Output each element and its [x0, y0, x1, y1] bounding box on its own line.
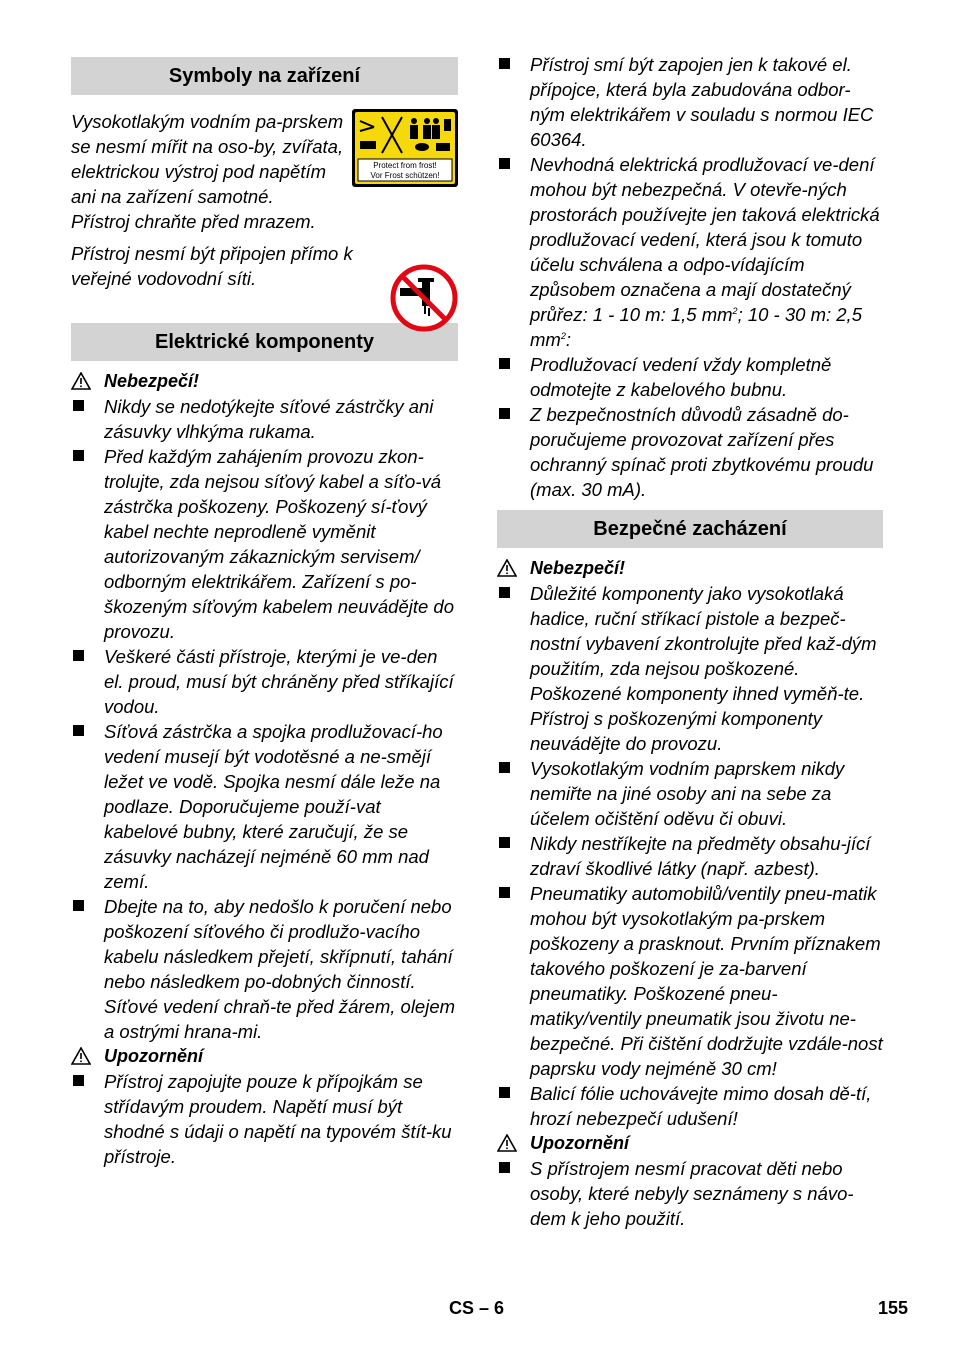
list-item: Veškeré části přístroje, kterými je ve-den el. proud, musí být chráněny před stříkající vodou.: [71, 644, 458, 719]
list-item: Vysokotlakým vodním paprskem nikdy nemiřte na jiné osoby ani na sebe za účelem očištění oděvu či obuvi.: [497, 756, 883, 831]
list-item: Prodlužovací vedení vždy kompletně odmotejte z kabelového bubnu.: [497, 352, 883, 402]
left-column: [71, 57, 458, 1169]
caution-label: Upozornění: [104, 1046, 203, 1066]
list-item: Pneumatiky automobilů/ventily pneu-matik mohou být vysokotlakým pa-prskem poškozeny a prasknout. Prvním příznakem takového poškození je za-barvení pneumatiky. Poškozené pneu-matiky/ventily pneumatik jsou životu ne-bezpečné. Při čištění dodržujte vzdále-nost paprsku vody nejméně 30 cm!: [497, 881, 883, 1081]
list-item: Nikdy nestříkejte na předměty obsahu-jící zdraví škodlivé látky (např. azbest).: [497, 831, 883, 881]
list-item: S přístrojem nesmí pracovat děti nebo osoby, které nebyly seznámeny s návo-dem k jeho použití.: [497, 1156, 883, 1231]
list-item: Nevhodná elektrická prodlužovací ve-dení mohou být nebezpečná. V otevře-ných prostorách používejte jen taková elektrická prodlužovací vedení, která jsou k tomuto účelu schválena a odpo-vídajícím způsobem označena a mají dostatečný průřez: 1 - 10 m: 1,5 $mm^2$; 10 - 30 m: 2,5 $mm^2$:: [497, 152, 883, 352]
symbols-paragraph-3: Přístroj nesmí být připojen přímo k veřejné vodovodní síti.: [71, 243, 353, 289]
high-pressure-warning-sign-icon: [352, 109, 458, 187]
right-column: [497, 52, 883, 1231]
list-item: Přístroj smí být zapojen jen k takové el. přípojce, která byla zabudována odbor-ným elektrikářem v souladu s normou IEC 60364.: [497, 52, 883, 152]
list-item: Dbejte na to, aby nedošlo k poručení nebo poškození síťového či prodlužo-vacího kabelu následkem přejetí, skřípnutí, tahání nebo následkem po-dobných činností. Síťové vedení chraň-te před žárem, olejem a ostrými hrana-mi.: [71, 894, 458, 1044]
caution-warning: [71, 1044, 458, 1069]
heading-symbols: Symboly na zařízení: [71, 57, 458, 95]
no-direct-water-connection-icon: [390, 264, 458, 332]
list-item: Balicí fólie uchovávejte mimo dosah dě-tí, hrozí nebezpečí udušení!: [497, 1081, 883, 1131]
warning-triangle-icon: [71, 372, 91, 390]
list-item: Před každým zahájením provozu zkon-trolujte, zda nejsou síťový kabel a síťo-vá zástrčka poškozeny. Poškozený sí-ťový kabel nechte neprodleně vyměnit autorizovaným zákaznickým servisem/ odborným elektrikářem. Zařízení s po-škozeným síťovým kabelem neuvádějte do provozu.: [71, 444, 458, 644]
sign-text-line1: Protect from frost!: [373, 161, 437, 170]
footer-section-label: CS – 6: [449, 1298, 505, 1318]
footer-page-number: 155: [878, 1298, 909, 1318]
symbols-paragraph-1: Vysokotlakým vodním pa-prskem se nesmí mířit na oso-by, zvířata, elektrickou výstroj pod napětím ani na zařízení samotné.: [71, 111, 344, 207]
danger-label: Nebezpečí!: [530, 558, 626, 578]
heading-electric: Elektrické komponenty: [71, 323, 458, 361]
list-item: Důležité komponenty jako vysokotlaká hadice, ruční stříkací pistole a bezpeč-nostní vybavení zkontrolujte před kaž-dým použitím, zda nejsou poškozené. Poškozené komponenty ihned vyměň-te. Přístroj s poškozenými komponenty neuvádějte do provozu.: [497, 581, 883, 756]
list-item: Síťová zástrčka a spojka prodlužovací-ho vedení musejí být vodotěsné a ne-smějí ležet ve vodě. Spojka nesmí dále leže na podlaze. Doporučujeme použí-vat kabelové bubny, které zaručují, že se zásuvky nacházejí nejméně 60 mm nad zemí.: [71, 719, 458, 894]
danger-label: Nebezpečí!: [104, 371, 200, 391]
warning-triangle-icon: [71, 1047, 91, 1065]
list-item: Z bezpečnostních důvodů zásadně do-poručujeme provozovat zařízení přes ochranný spínač proti zbytkovému proudu (max. 30 mA).: [497, 402, 883, 502]
list-item: Nikdy se nedotýkejte síťové zástrčky ani zásuvky vlhkýma rukama.: [71, 394, 458, 444]
danger-warning: [71, 369, 458, 394]
sign-text-line2: Vor Frost schützen!: [370, 171, 440, 180]
warning-triangle-icon: [497, 1134, 517, 1152]
warning-triangle-icon: [497, 559, 517, 577]
danger-warning: [497, 556, 883, 581]
caution-warning: [497, 1131, 883, 1156]
list-item: Přístroj zapojujte pouze k přípojkám se střídavým proudem. Napětí musí být shodné s údaji o napětí na typovém štít-ku přístroje.: [71, 1069, 458, 1169]
caution-label: Upozornění: [530, 1133, 629, 1153]
heading-safe-handling: Bezpečné zacházení: [497, 510, 883, 548]
symbols-paragraph-2: Přístroj chraňte před mrazem.: [71, 211, 316, 232]
